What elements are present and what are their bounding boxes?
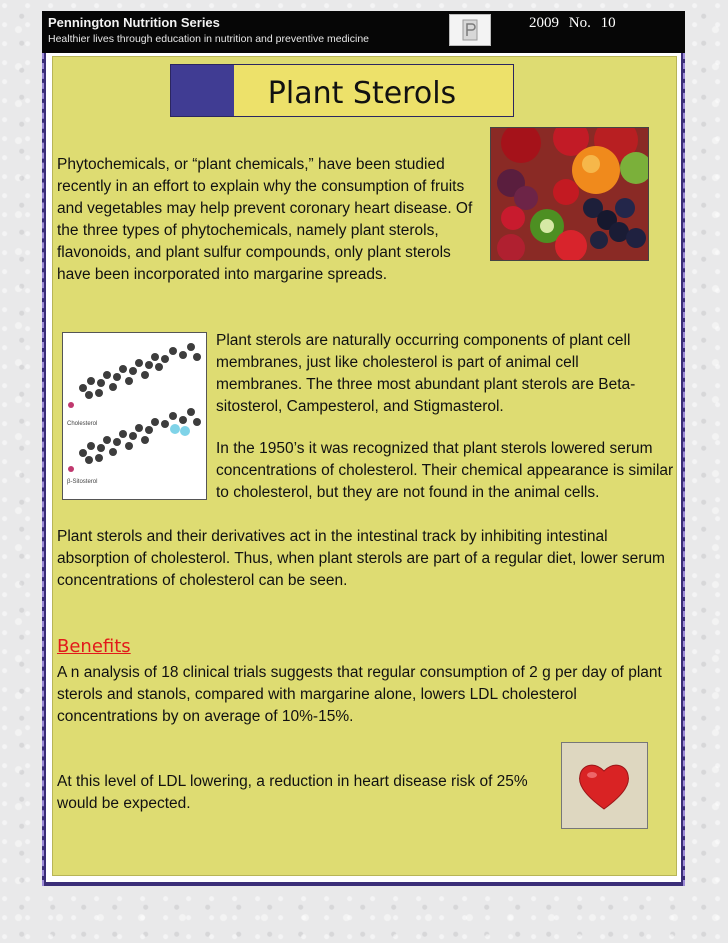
- risk-paragraph: At this level of LDL lowering, a reduction in heart disease risk of 25% would be expected.: [57, 773, 528, 812]
- history-paragraph: In the 1950’s it was recognized that plant sterols lowered serum concentrations of cholesterol. Their chemical appearance is similar to cholesterol, but they are not found in the animal cells.: [216, 440, 674, 501]
- issue-number: 2009 No. 10: [529, 15, 616, 31]
- title-box: [170, 64, 514, 117]
- heart-image: [561, 742, 648, 829]
- intro-paragraph: Phytochemicals, or “plant chemicals,” have been studied recently in an effort to explain why the consumption of fruits and vegetables may help prevent coronary heart disease. Of the three types of phytochemicals, namely plant sterols, flavonoids, and plant sulfur compounds, only plant sterols have been incorporated into margarine spreads.: [57, 156, 473, 283]
- newsletter-header: [42, 11, 685, 53]
- benefits-heading: Benefits: [57, 636, 131, 657]
- benefits-paragraph: A n analysis of 18 clinical trials suggests that regular consumption of 2 g per day of plant sterols and stanols, compared with margarine alone, lowers LDL cholesterol concentrations by on average of 10%-15%.: [57, 664, 662, 725]
- series-title: Pennington Nutrition Series: [48, 15, 220, 30]
- page-title: Plant Sterols: [267, 76, 457, 111]
- pennington-logo-icon: [449, 14, 491, 46]
- cholesterol-label: Cholesterol: [67, 421, 98, 427]
- tagline: Healthier lives through education in nutrition and preventive medicine: [48, 33, 370, 45]
- sitosterol-label: β-Sitosterol: [67, 479, 98, 485]
- mechanism-paragraph: Plant sterols and their derivatives act in the intestinal track by inhibiting intestinal absorption of cholesterol. Thus, when plant sterols are part of a regular diet, lower serum concentrations of cholesterol can be seen.: [57, 528, 665, 589]
- fruit-photo: [490, 127, 649, 261]
- molecule-diagram: [62, 332, 207, 500]
- sterols-paragraph: Plant sterols are naturally occurring components of plant cell membranes, just like cholesterol is part of animal cell membranes. The three most abundant plant sterols are Beta-sitosterol, Campesterol, and Stigmasterol.: [216, 332, 636, 415]
- heart-icon: [562, 743, 647, 828]
